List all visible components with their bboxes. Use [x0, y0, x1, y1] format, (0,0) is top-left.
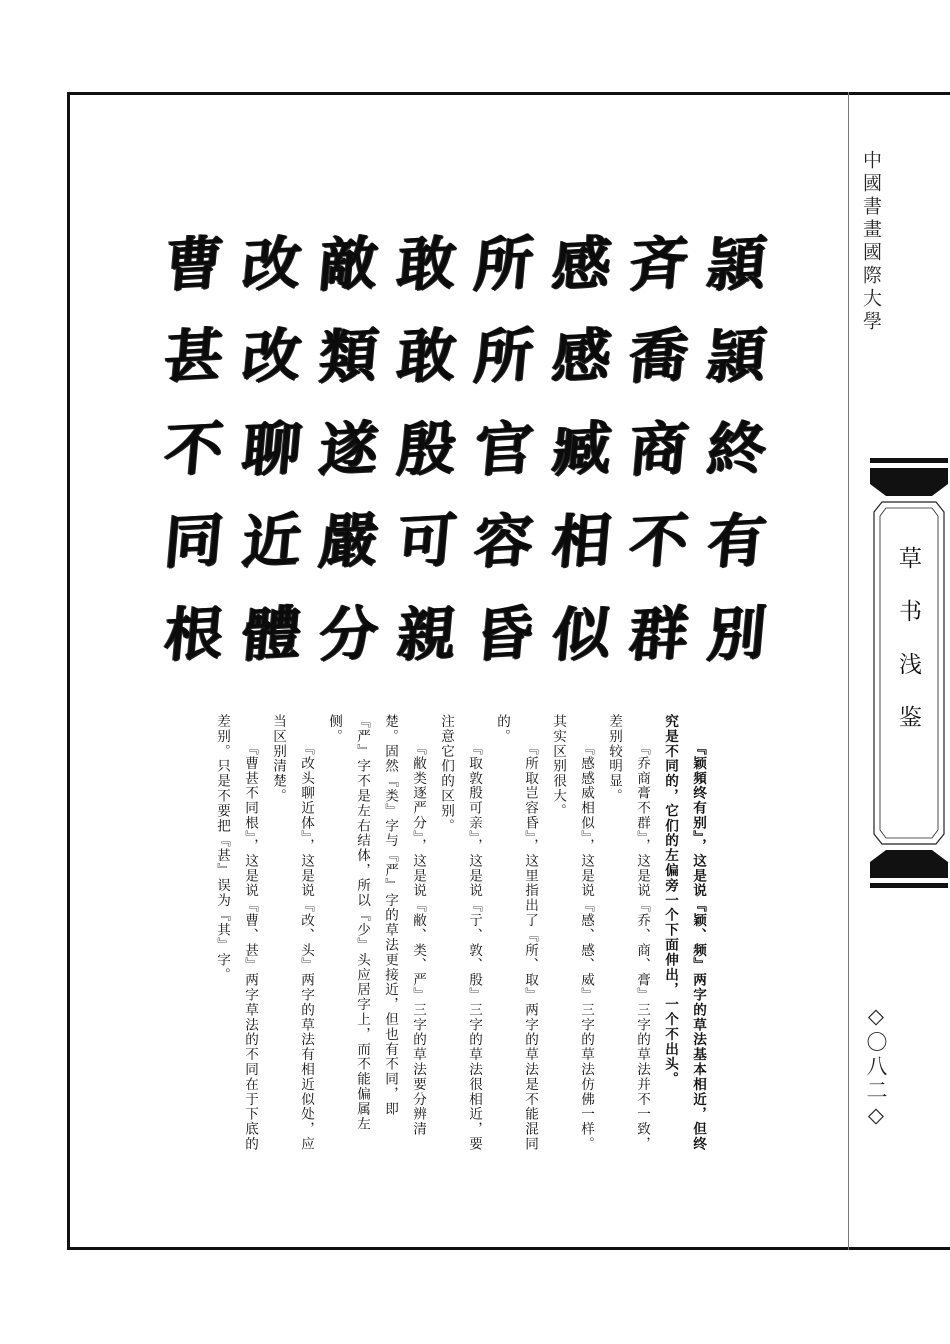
paragraph: 『感感威相似』，这是说『感、感、威』三字的草法仿佛一样。其实区别很大。 — [550, 714, 594, 1152]
calligraphy-glyph: 別 — [704, 598, 769, 670]
running-head: 中國書畫國際大學 — [860, 150, 882, 334]
calligraphy-glyph: 似 — [549, 598, 614, 670]
calligraphy-glyph: 官 — [471, 413, 536, 485]
plate-column — [310, 218, 388, 680]
paragraph: 『颖頻终有别』，这是说『颖、频』两字的草法基本相近，但终究是不同的，它们的左偏旁一个下面伸出，一个不出头。 — [662, 714, 706, 1152]
calligraphy-glyph: 頴 — [704, 228, 769, 300]
paragraph: 『取敦殷可亲』，这是说『亍、敦、殷』三字的草法很相近，要注意它们的区别。 — [438, 714, 482, 1152]
paragraph: 『曹甚不同根』，这是说『曹、甚』两字草法的不同在于下底的差别。只是不要把『甚』误为『其』字。 — [214, 714, 258, 1152]
calligraphy-glyph: 曹 — [161, 228, 226, 300]
calligraphy-glyph: 敢 — [394, 228, 459, 300]
plate-column — [233, 218, 311, 680]
calligraphy-glyph: 甚 — [161, 321, 226, 393]
calligraphy-glyph: 遂 — [316, 413, 381, 485]
paragraph: 『乔商膏不群』，这是说『乔、商、膏』三字的草法并不一致，差别较明显。 — [606, 714, 650, 1152]
body-text — [212, 714, 712, 1154]
calligraphy-glyph: 可 — [394, 505, 459, 577]
calligraphy-glyph: 敵 — [316, 228, 381, 300]
calligraphy-glyph: 根 — [161, 598, 226, 670]
calligraphy-plate — [155, 218, 775, 680]
calligraphy-glyph: 分 — [316, 598, 381, 670]
calligraphy-glyph: 殷 — [394, 413, 459, 485]
calligraphy-glyph: 改 — [239, 321, 304, 393]
plate-column — [543, 218, 621, 680]
calligraphy-glyph: 昏 — [471, 598, 536, 670]
calligraphy-glyph: 有 — [704, 505, 769, 577]
paragraph: 『改头聊近体』，这是说『改、头』两字的草法有相近似处，应当区别清楚。 — [270, 714, 314, 1152]
calligraphy-glyph: 類 — [316, 321, 381, 393]
paragraph: 『所取岂容昏』，这里指出了『所、取』两字的草法是不能混同的。 — [494, 714, 538, 1152]
plate-column — [698, 218, 776, 680]
calligraphy-glyph: 所 — [471, 228, 536, 300]
paragraph: 『敝类逐严分』，这是说『敝、类、严』三字的草法要分辨清楚。固然『类』字与『严』字的草法更接近，但也有不同，即『严』字不是左右结体，所以『少』头应居字上，而不能偏属左侧。 — [326, 714, 426, 1137]
section-title: 草书浅鉴 — [895, 546, 921, 758]
calligraphy-glyph: 同 — [161, 505, 226, 577]
page-number: ◇〇八二◇ — [864, 1004, 888, 1130]
plate-column — [620, 218, 698, 680]
calligraphy-glyph: 敢 — [394, 321, 459, 393]
calligraphy-glyph: 不 — [626, 505, 691, 577]
calligraphy-glyph: 感 — [549, 321, 614, 393]
calligraphy-glyph: 終 — [704, 413, 769, 485]
calligraphy-glyph: 嚴 — [316, 505, 381, 577]
calligraphy-glyph: 改 — [239, 228, 304, 300]
plate-column — [388, 218, 466, 680]
side-rule — [848, 92, 849, 1250]
calligraphy-glyph: 容 — [471, 505, 536, 577]
calligraphy-glyph: 商 — [626, 413, 691, 485]
calligraphy-glyph: 相 — [549, 505, 614, 577]
calligraphy-glyph: 不 — [161, 413, 226, 485]
calligraphy-glyph: 頴 — [704, 321, 769, 393]
calligraphy-glyph: 群 — [626, 598, 691, 670]
calligraphy-glyph: 所 — [471, 321, 536, 393]
calligraphy-glyph: 斉 — [626, 228, 691, 300]
section-emblem — [868, 458, 950, 888]
calligraphy-glyph: 臧 — [549, 413, 614, 485]
plate-column — [465, 218, 543, 680]
calligraphy-glyph: 聊 — [239, 413, 304, 485]
calligraphy-glyph: 近 — [239, 505, 304, 577]
calligraphy-glyph: 感 — [549, 228, 614, 300]
calligraphy-glyph: 喬 — [626, 321, 691, 393]
calligraphy-glyph: 親 — [394, 598, 459, 670]
calligraphy-glyph: 體 — [239, 598, 304, 670]
plate-column — [155, 218, 233, 680]
